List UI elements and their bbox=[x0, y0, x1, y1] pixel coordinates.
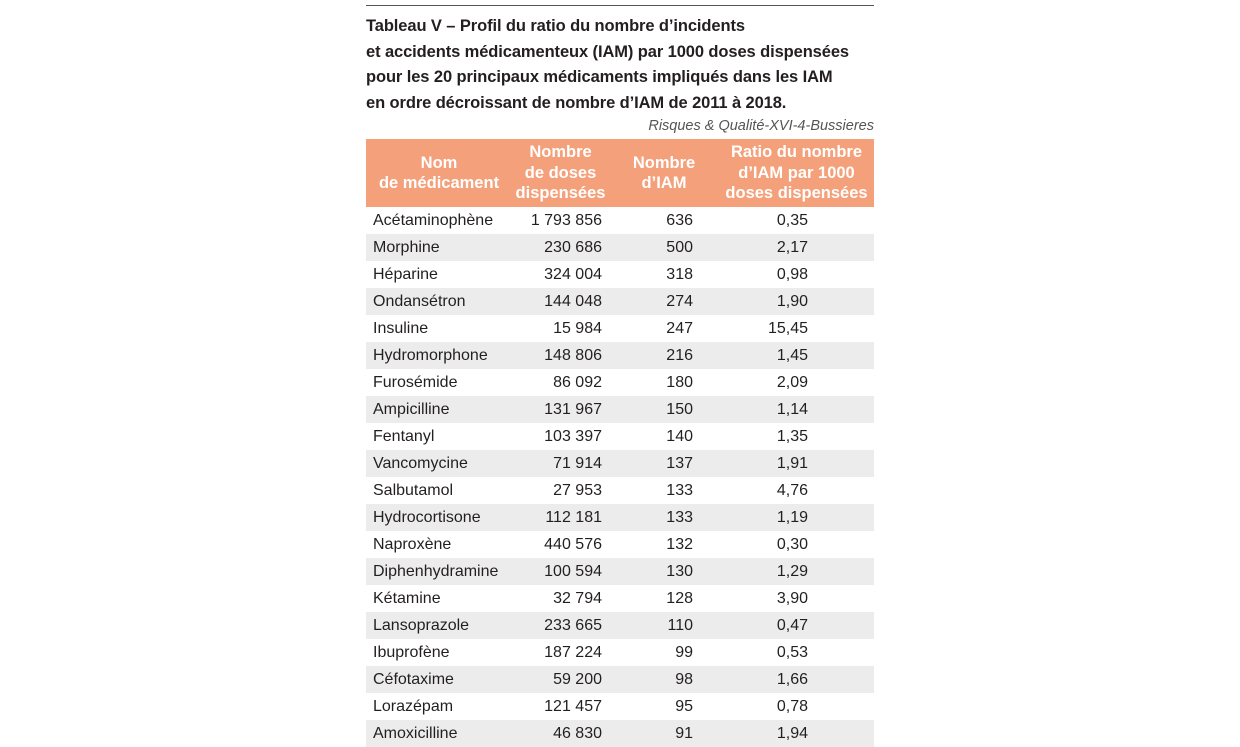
cell-doses: 86 092 bbox=[553, 374, 602, 391]
cell-drug-name: Furosémide bbox=[373, 374, 458, 391]
cell-ratio: 0,53 bbox=[776, 644, 808, 661]
cell-doses: 27 953 bbox=[553, 482, 602, 499]
cell-iam-count: 99 bbox=[675, 644, 693, 661]
cell-doses: 71 914 bbox=[512, 450, 609, 477]
cell-drug-name: Naproxène bbox=[373, 536, 452, 553]
table-row bbox=[366, 558, 874, 585]
cell-ratio: 0,30 bbox=[776, 536, 808, 553]
cell-drug-name: Insuline bbox=[373, 320, 429, 337]
cell-drug-name: Kétamine bbox=[373, 590, 441, 607]
cell-ratio: 0,47 bbox=[719, 612, 874, 639]
cell-drug-name: Hydromorphone bbox=[366, 342, 512, 369]
caption-line: Tableau V – Profil du ratio du nombre d’incidents bbox=[366, 17, 745, 35]
table-header-row bbox=[366, 139, 874, 207]
cell-drug-name: Diphenhydramine bbox=[366, 558, 512, 585]
cell-doses: 15 984 bbox=[553, 320, 602, 337]
table-row bbox=[366, 531, 874, 558]
top-rule bbox=[366, 5, 874, 6]
table-row bbox=[366, 396, 874, 423]
cell-drug-name: Céfotaxime bbox=[366, 666, 512, 693]
caption-line: en ordre décroissant de nombre d’IAM de 2011 à 2018. bbox=[366, 93, 787, 112]
cell-iam-count: 132 bbox=[666, 536, 693, 553]
table-row bbox=[366, 234, 874, 261]
cell-doses: 100 594 bbox=[512, 558, 609, 585]
cell-ratio: 1,35 bbox=[776, 428, 808, 445]
cell-drug-name: Ibuprofène bbox=[373, 644, 450, 661]
table-row bbox=[366, 612, 874, 639]
cell-doses: 46 830 bbox=[512, 720, 609, 747]
cell-ratio: 4,76 bbox=[776, 482, 808, 499]
table-row bbox=[366, 504, 874, 531]
caption-line: pour les 20 principaux médicaments impliqués dans les IAM bbox=[366, 68, 833, 86]
cell-ratio: 0,98 bbox=[776, 266, 808, 283]
table-row bbox=[366, 585, 874, 612]
table-row bbox=[366, 720, 874, 747]
cell-doses: 59 200 bbox=[512, 666, 609, 693]
table-row bbox=[366, 639, 874, 666]
cell-doses: 121 457 bbox=[544, 698, 602, 715]
cell-iam-count: 128 bbox=[666, 590, 693, 607]
cell-iam-count: 500 bbox=[609, 234, 719, 261]
table-row bbox=[366, 342, 874, 369]
header-line: Nombre bbox=[632, 153, 696, 172]
cell-doses: 112 181 bbox=[512, 504, 609, 531]
cell-doses: 144 048 bbox=[512, 288, 609, 315]
cell-doses: 440 576 bbox=[544, 536, 602, 553]
cell-ratio: 1,91 bbox=[719, 450, 874, 477]
cell-drug-name: Héparine bbox=[373, 266, 438, 283]
cell-iam-count: 137 bbox=[609, 450, 719, 477]
cell-ratio: 0,35 bbox=[776, 212, 808, 229]
cell-doses: 1 793 856 bbox=[530, 212, 602, 229]
table-row bbox=[366, 423, 874, 450]
cell-doses: 32 794 bbox=[553, 590, 602, 607]
table-row bbox=[366, 369, 874, 396]
cell-iam-count: 180 bbox=[666, 374, 693, 391]
table-row bbox=[366, 261, 874, 288]
cell-ratio: 2,09 bbox=[776, 374, 808, 391]
cell-iam-count: 247 bbox=[666, 320, 693, 337]
cell-ratio: 2,17 bbox=[719, 234, 874, 261]
cell-iam-count: 274 bbox=[609, 288, 719, 315]
cell-iam-count: 133 bbox=[609, 504, 719, 531]
cell-drug-name: Ondansétron bbox=[366, 288, 512, 315]
cell-iam-count: 110 bbox=[609, 612, 719, 639]
table-row bbox=[366, 666, 874, 693]
header-line: de médicament bbox=[378, 174, 500, 192]
header-line: d’IAM par 1000 bbox=[738, 163, 855, 182]
document-page bbox=[366, 0, 874, 747]
header-ratio bbox=[719, 139, 874, 207]
table-row bbox=[366, 477, 874, 504]
cell-drug-name: Vancomycine bbox=[366, 450, 512, 477]
header-iam-count bbox=[609, 139, 719, 207]
cell-drug-name: Fentanyl bbox=[373, 428, 435, 445]
cell-iam-count: 130 bbox=[609, 558, 719, 585]
cell-ratio: 1,19 bbox=[719, 504, 874, 531]
cell-drug-name: Amoxicilline bbox=[366, 720, 512, 747]
cell-drug-name: Morphine bbox=[366, 234, 512, 261]
cell-iam-count: 98 bbox=[609, 666, 719, 693]
cell-doses: 324 004 bbox=[544, 266, 602, 283]
cell-doses: 131 967 bbox=[512, 396, 609, 423]
cell-drug-name: Lansoprazole bbox=[366, 612, 512, 639]
header-line: doses dispensées bbox=[725, 184, 868, 203]
cell-iam-count: 95 bbox=[675, 698, 693, 715]
header-line: dispensées bbox=[515, 184, 606, 203]
cell-ratio: 1,90 bbox=[719, 288, 874, 315]
cell-ratio: 1,45 bbox=[719, 342, 874, 369]
cell-drug-name: Acétaminophène bbox=[373, 212, 494, 229]
header-doses bbox=[512, 139, 609, 207]
cell-iam-count: 216 bbox=[609, 342, 719, 369]
cell-iam-count: 91 bbox=[609, 720, 719, 747]
medication-table bbox=[366, 139, 874, 747]
cell-drug-name: Lorazépam bbox=[373, 698, 454, 715]
table-row bbox=[366, 288, 874, 315]
header-line: de doses bbox=[524, 163, 597, 182]
cell-ratio: 1,66 bbox=[719, 666, 874, 693]
header-line: d’IAM bbox=[641, 174, 687, 192]
table-row bbox=[366, 693, 874, 720]
table-row bbox=[366, 450, 874, 477]
cell-doses: 233 665 bbox=[512, 612, 609, 639]
cell-iam-count: 133 bbox=[666, 482, 693, 499]
cell-iam-count: 318 bbox=[666, 266, 693, 283]
table-row bbox=[366, 207, 874, 234]
cell-drug-name: Salbutamol bbox=[373, 482, 454, 499]
table-row bbox=[366, 315, 874, 342]
cell-iam-count: 636 bbox=[666, 212, 693, 229]
cell-drug-name: Ampicilline bbox=[366, 396, 512, 423]
cell-iam-count: 140 bbox=[666, 428, 693, 445]
cell-ratio: 0,78 bbox=[776, 698, 808, 715]
cell-ratio: 15,45 bbox=[767, 320, 808, 337]
cell-ratio: 1,29 bbox=[719, 558, 874, 585]
cell-doses: 230 686 bbox=[512, 234, 609, 261]
cell-ratio: 1,14 bbox=[719, 396, 874, 423]
caption-line: et accidents médicamenteux (IAM) par 1000 doses dispensées bbox=[366, 42, 849, 61]
cell-ratio: 3,90 bbox=[776, 590, 808, 607]
cell-drug-name: Hydrocortisone bbox=[366, 504, 512, 531]
cell-doses: 103 397 bbox=[544, 428, 602, 445]
cell-ratio: 1,94 bbox=[719, 720, 874, 747]
table-caption bbox=[366, 14, 874, 116]
cell-iam-count: 150 bbox=[609, 396, 719, 423]
header-drug-name bbox=[366, 139, 512, 207]
table-source: Risques & Qualité-XVI-4-Bussieres bbox=[648, 118, 874, 134]
header-line: Ratio du nombre bbox=[730, 143, 863, 162]
header-line: Nom bbox=[420, 153, 458, 172]
header-line: Nombre bbox=[529, 143, 592, 162]
cell-doses: 148 806 bbox=[512, 342, 609, 369]
cell-doses: 187 224 bbox=[544, 644, 602, 661]
